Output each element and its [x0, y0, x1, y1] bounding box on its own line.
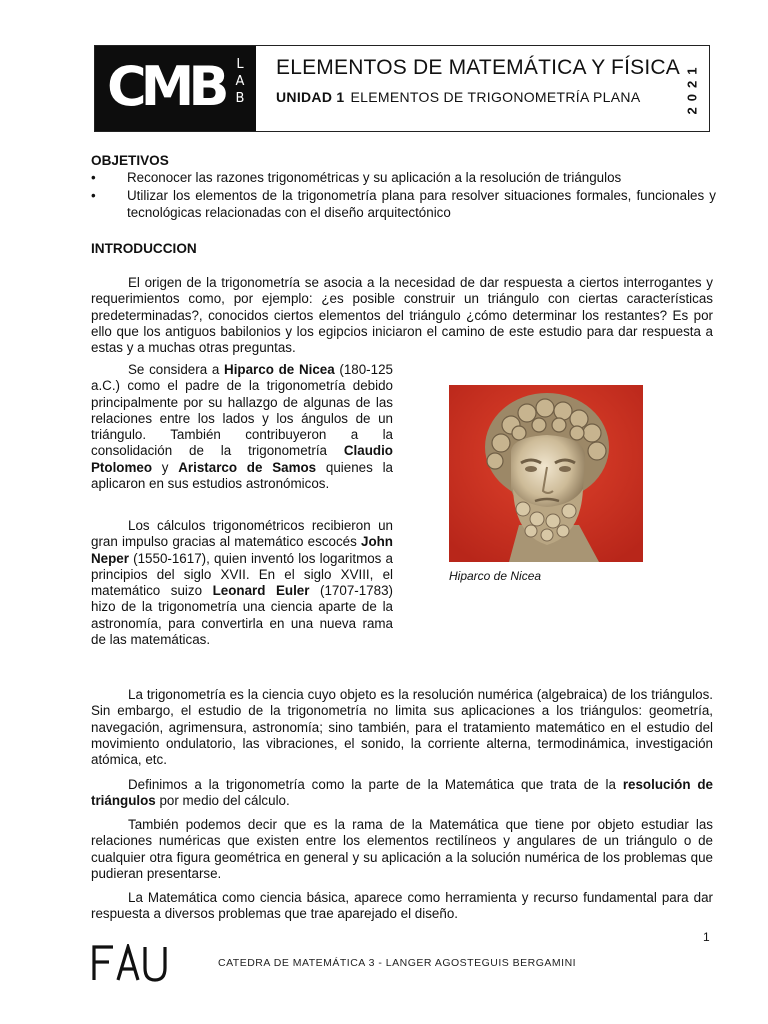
- footer-credits: CATEDRA DE MATEMÁTICA 3 - LANGER AGOSTEGUIS BERGAMINI: [218, 957, 577, 969]
- logo-lab-text: [233, 56, 247, 107]
- intro-paragraph-matematica: La Matemática como ciencia básica, aparece como herramienta y recurso fundamental para dar respuesta a diversos problemas que trae aparejado el diseño.: [91, 890, 713, 922]
- text-span: Definimos a la trigonometría como la parte de la Matemática que trata de la: [128, 777, 623, 792]
- portrait-caption: Hiparco de Nicea: [449, 569, 542, 583]
- bold-name-aristarco: Aristarco de Samos: [178, 459, 317, 475]
- text-span: y: [152, 459, 179, 475]
- unit-title: ELEMENTOS DE TRIGONOMETRÍA PLANA: [350, 89, 641, 105]
- text-span: (1707-1783) hizo de la trigonometría una ciencia aparte de la astronomía, para convertirla en una nueva rama de las matemáticas.: [91, 583, 393, 648]
- list-item: [91, 170, 716, 186]
- logo-lab-letter: L: [236, 57, 244, 72]
- intro-paragraph-definicion: [91, 777, 713, 810]
- course-title: ELEMENTOS DE MATEMÁTICA Y FÍSICA: [276, 56, 680, 79]
- page-number: 1: [703, 930, 710, 944]
- logo-lab-letter: A: [235, 74, 245, 89]
- logo-text: CMB: [107, 55, 224, 118]
- text-span: Los cálculos trigonométricos recibieron un gran impulso gracias al matemático escocés: [91, 518, 393, 550]
- intro-paragraph-ciencia: La trigonometría es la ciencia cuyo objeto es la resolución numérica (algebraica) de los triángulos. Sin embargo, el estudio de la trigonometría no limita sus aplicaciones a los triángulos: geometría, navegación, agrimensura, astronomía; sino también, para el tratamiento matemático en el estudio del movimiento ondulatorio, las vibraciones, el sonido, la corriente alterna, termodinámica, investigación atómica, etc.: [91, 687, 713, 768]
- text-span: Se considera a: [128, 362, 225, 377]
- hiparco-portrait-image: [449, 385, 643, 562]
- unit-subtitle: [276, 89, 640, 105]
- document-header: [94, 45, 710, 132]
- objetivos-list: [91, 170, 716, 223]
- bold-name-hiparco: Hiparco de Nicea: [224, 362, 335, 377]
- unit-label: UNIDAD 1: [276, 89, 345, 105]
- intro-paragraph-calculos: [91, 518, 393, 648]
- intro-paragraph-rama: También podemos decir que es la rama de la Matemática que tiene por objeto estudiar las relaciones numéricas que existen entre los elementos rectilíneos y angulares de un triángulo o de cualquier otra figura geométrica en general y su aplicación a la solución numérica de los problemas que pudieran presentarse.: [91, 817, 713, 881]
- intro-paragraph-hiparco: [91, 362, 393, 492]
- fau-logo: [91, 944, 169, 986]
- bold-name-neper: John Neper: [91, 534, 393, 566]
- intro-paragraph-1: El origen de la trigonometría se asocia a la necesidad de dar respuesta a ciertos interrogantes y requerimientos como, por ejemplo: ¿es posible construir un triángulo con ciertas características predeterminadas?, conocidos ciertos elementos del triángulo ¿cómo determinar los restantes? Es por ello que los antiguos babilonios y los egipcios iniciaron el camino de este estudio para dar respuesta a estas y a muchas otras preguntas.: [91, 275, 713, 356]
- objetivo-text: Utilizar los elementos de la trigonometría plana para resolver situaciones formales, funcionales y tecnológicas relacionadas con el diseño arquitectónico: [127, 188, 716, 220]
- year-text: 2021: [684, 61, 700, 115]
- bullet-marker: •: [91, 188, 96, 204]
- text-span: por medio del cálculo.: [155, 793, 290, 809]
- bold-term-resolucion: resolución de triángulos: [91, 777, 713, 809]
- text-span: quienes la aplicaron en sus estudios astronómicos.: [91, 459, 393, 492]
- bold-name-ptolomeo: Claudio Ptolomeo: [91, 443, 393, 475]
- objetivo-text: Reconocer las razones trigonométricas y su aplicación a la resolución de triángulos: [127, 170, 622, 185]
- introduccion-heading: INTRODUCCION: [91, 241, 197, 256]
- objetivos-heading: OBJETIVOS: [91, 153, 169, 168]
- list-item: [91, 188, 716, 221]
- year-label: [683, 51, 701, 125]
- bullet-marker: •: [91, 170, 96, 185]
- cmb-lab-logo: [95, 46, 256, 131]
- text-span: (1550-1617), quien inventó los logaritmos a principios del siglo XVII. En el siglo XVIII, el matemático suizo: [91, 550, 393, 599]
- text-span: (180-125 a.C.) como el padre de la trigonometría debido principalmente por su hallazgo de algunas de las relaciones entre los lados y los ángulos de un triángulo. También contribuyeron a la consolidación de la trigonometría: [91, 362, 393, 459]
- bold-name-euler: Leonard Euler: [212, 583, 310, 599]
- logo-lab-letter: B: [235, 91, 245, 106]
